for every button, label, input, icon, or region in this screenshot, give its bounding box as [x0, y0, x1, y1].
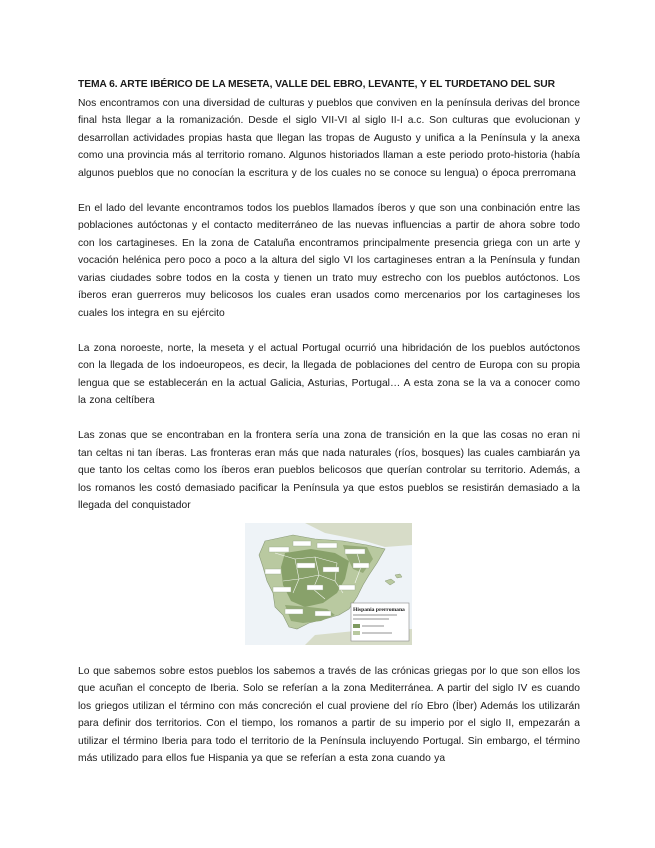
document-page — [78, 76, 580, 785]
map-legend-title: Hispania prerromana — [353, 606, 405, 613]
document-title: TEMA 6. ARTE IBÉRICO DE LA MESETA, VALLE DEL EBRO, LEVANTE, Y EL TURDETANO DEL SUR — [78, 79, 555, 90]
paragraph-levante: En el lado del levante encontramos todos los pueblos llamados íberos y que son una conbinación entre las poblaciones autóctonas y el contacto mediterráneo de las nuevas influencias a partir de ahora sobre todo con los cartagineses. En la zona de Cataluña encontramos principalmente presencia griega con un arte y vocación helénica pero poco a poco a la altura del siglo VI los cartagineses entran a la Península y fundan varias ciudades sobre todos en la costa y tienen un trato muy estrecho con los pueblos autóctonos. Los íberos eran guerreros muy belicosos los cuales eran usados como mercenarios por los cartagineses los cuales los integra en su ejército — [78, 202, 580, 319]
map-legend-swatch — [353, 624, 360, 628]
hispania-map-image — [245, 523, 412, 645]
paragraph-frontera: Las zonas que se encontraban en la frontera sería una zona de transición en la que las cosas no eran ni tan celtas ni tan íberas. Las fronteras eran más que nada naturales (ríos, bosques) las cuales cambiarán ya que tanto los celtas como los íberos eran pueblos belicosos que querían controlar su territorio. Además, a los romanos les costó demasiado pacificar la Península ya que estos pueblos se resistirán demasiado a la llegada del conquistador — [78, 430, 580, 511]
hispania-map — [245, 523, 412, 645]
paragraph-celtibera: La zona noroeste, norte, la meseta y el actual Portugal ocurrió una hibridación de los pueblos autóctonos con la llegada de los indoeuropeos, es decir, la llegada de poblaciones del centro de Europa con su propia lengua que se establecerán en la actual Galicia, Asturias, Portugal… A esta zona se la va a conocer como la zona celtíbera — [78, 342, 580, 406]
paragraph-iberia: Lo que sabemos sobre estos pueblos los sabemos a través de las crónicas griegas por lo que son ellos los que acuñan el concepto de Iberia. Solo se referían a la zona Mediterránea. A partir del siglo IV es cuando los griegos utilizan el término con más concreción el cual proviene del río Ebro (Íber) Además los utilizarán para definir dos territorios. Con el tiempo, los romanos a partir de su imperio por el siglo II, empezarán a utilizar el término Iberia para todo el territorio de la Península incluyendo Portugal. Sin embargo, el término más utilizado para ellos fue Hispania ya que se referían a esta zona cuando ya — [78, 665, 580, 764]
paragraph-intro: Nos encontramos con una diversidad de culturas y pueblos que conviven en la península derivas del bronce final hsta llegar a la romanización. Desde el siglo VII-VI al siglo II-I a.c. Son culturas que evolucionan y desarrollan actividades propias hasta que llegan las tropas de Augusto y unifica a la Península y la anexa como una provincia más al territorio romano. Algunos historiados llaman a este periodo proto-historia (había algunos pueblos que no conocían la escritura y de los cuales no se conoce su lengua) o época prerromana — [78, 97, 580, 179]
